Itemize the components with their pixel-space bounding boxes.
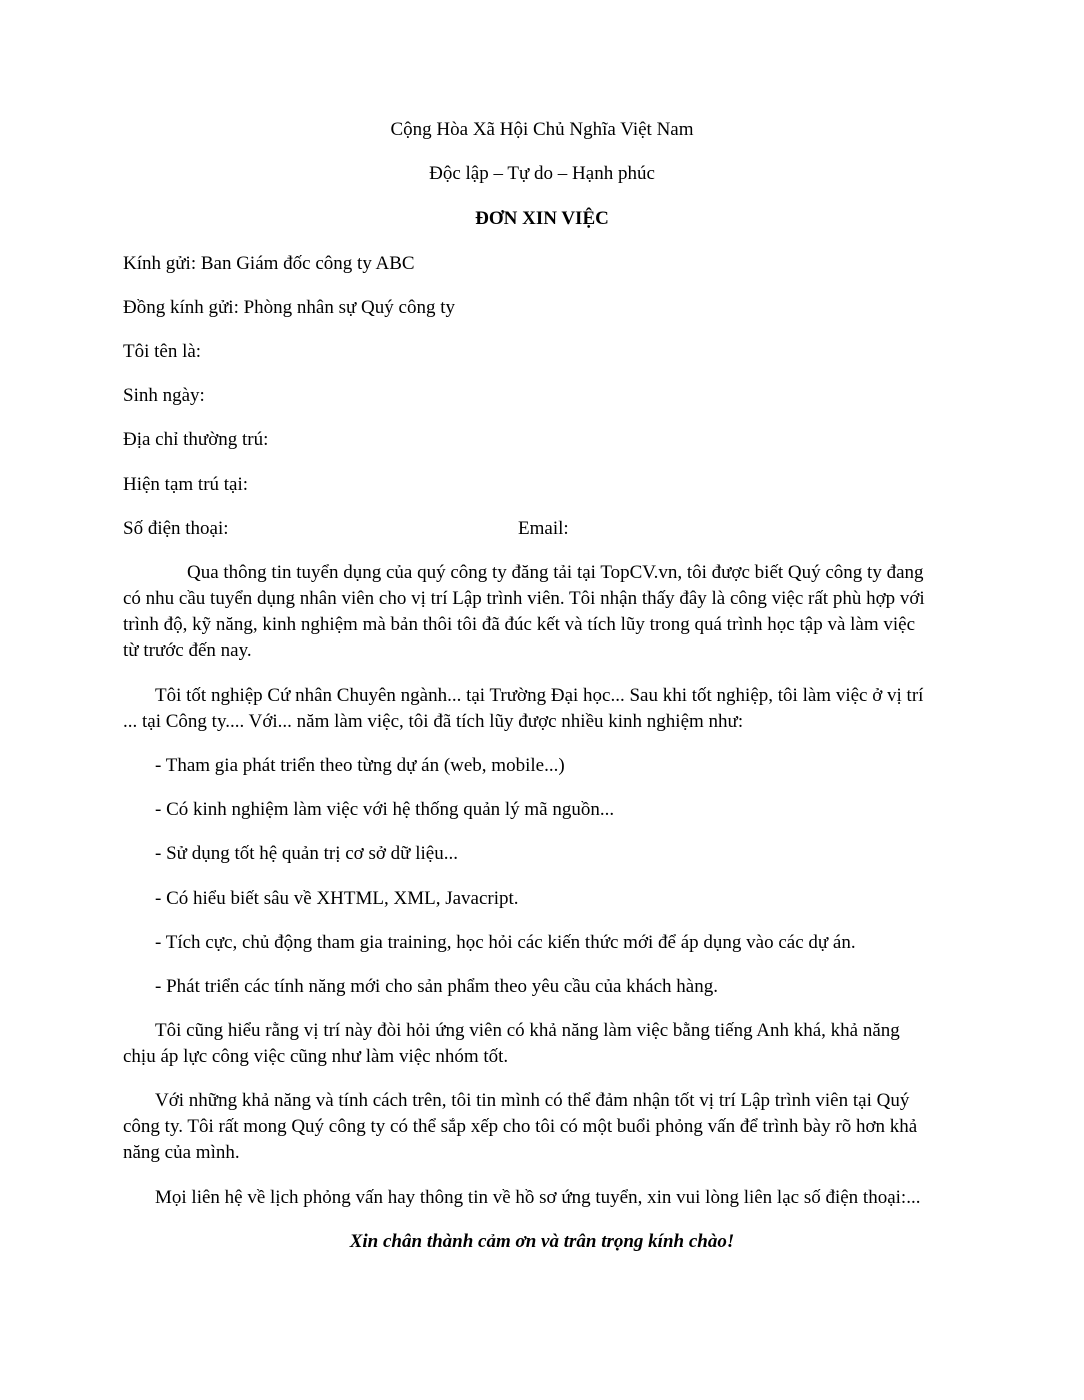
temp-address-label: Hiện tạm trú tại: <box>123 474 249 495</box>
contact-line: Mọi liên hệ về lịch phỏng vấn hay thông tin về hồ sơ ứng tuyển, xin vui lòng liên lạc số điện thoại:... <box>155 1187 921 1208</box>
experience-item: - Tích cực, chủ động tham gia training, học hỏi các kiến thức mới để áp dụng vào các dự án. <box>155 932 856 953</box>
document-title: ĐƠN XIN VIỆC <box>475 208 609 229</box>
intro-line: có nhu cầu tuyển dụng nhân viên cho vị trí Lập trình viên. Tôi nhận thấy đây là công việc rất phù hợp với <box>123 588 925 609</box>
nation-heading: Cộng Hòa Xã Hội Chủ Nghĩa Việt Nam <box>390 119 694 140</box>
requirement-line: Tôi cũng hiểu rằng vị trí này đòi hỏi ứng viên có khả năng làm việc bằng tiếng Anh khá, khả năng <box>155 1020 900 1041</box>
address-label: Địa chỉ thường trú: <box>123 429 269 450</box>
phone-label: Số điện thoại: <box>123 518 229 539</box>
name-label: Tôi tên là: <box>123 341 202 362</box>
email-label: Email: <box>518 518 569 539</box>
closing-line: Với những khả năng và tính cách trên, tôi tin mình có thể đảm nhận tốt vị trí Lập trình viên tại Quý <box>155 1090 910 1111</box>
requirement-line: chịu áp lực công việc cũng như làm việc nhóm tốt. <box>123 1046 509 1067</box>
experience-item: - Sử dụng tốt hệ quản trị cơ sở dữ liệu... <box>155 843 458 864</box>
intro-line: từ trước đến nay. <box>123 640 252 661</box>
experience-item: - Phát triển các tính năng mới cho sản phẩm theo yêu cầu của khách hàng. <box>155 976 718 997</box>
education-line: ... tại Công ty.... Với... năm làm việc, tôi đã tích lũy được nhiều kinh nghiệm như: <box>123 711 744 732</box>
sign-off: Xin chân thành cảm ơn và trân trọng kính chào! <box>349 1231 735 1252</box>
intro-line: Qua thông tin tuyển dụng của quý công ty đăng tải tại TopCV.vn, tôi được biết Quý công ty đang <box>187 562 924 583</box>
closing-line: công ty. Tôi rất mong Quý công ty có thể sắp xếp cho tôi có một buổi phỏng vấn để trình bày rõ hơn khả <box>123 1116 918 1137</box>
intro-line: trình độ, kỹ năng, kinh nghiệm mà bản thôi tôi đã đúc kết và tích lũy trong quá trình học tập và làm việc <box>123 614 916 635</box>
experience-item: - Tham gia phát triển theo từng dự án (web, mobile...) <box>155 755 565 776</box>
dob-label: Sinh ngày: <box>123 385 205 406</box>
recipient-cc: Đồng kính gửi: Phòng nhân sự Quý công ty <box>123 297 455 318</box>
experience-item: - Có kinh nghiệm làm việc với hệ thống quản lý mã nguồn... <box>155 799 615 820</box>
closing-line: năng của mình. <box>123 1142 240 1163</box>
experience-item: - Có hiểu biết sâu về XHTML, XML, Javacript. <box>155 888 519 909</box>
recipient-to: Kính gửi: Ban Giám đốc công ty ABC <box>123 253 415 274</box>
education-line: Tôi tốt nghiệp Cứ nhân Chuyên ngành... tại Trường Đại học... Sau khi tốt nghiệp, tôi làm việc ở vị trí <box>155 685 924 706</box>
motto-heading: Độc lập – Tự do – Hạnh phúc <box>429 163 655 184</box>
